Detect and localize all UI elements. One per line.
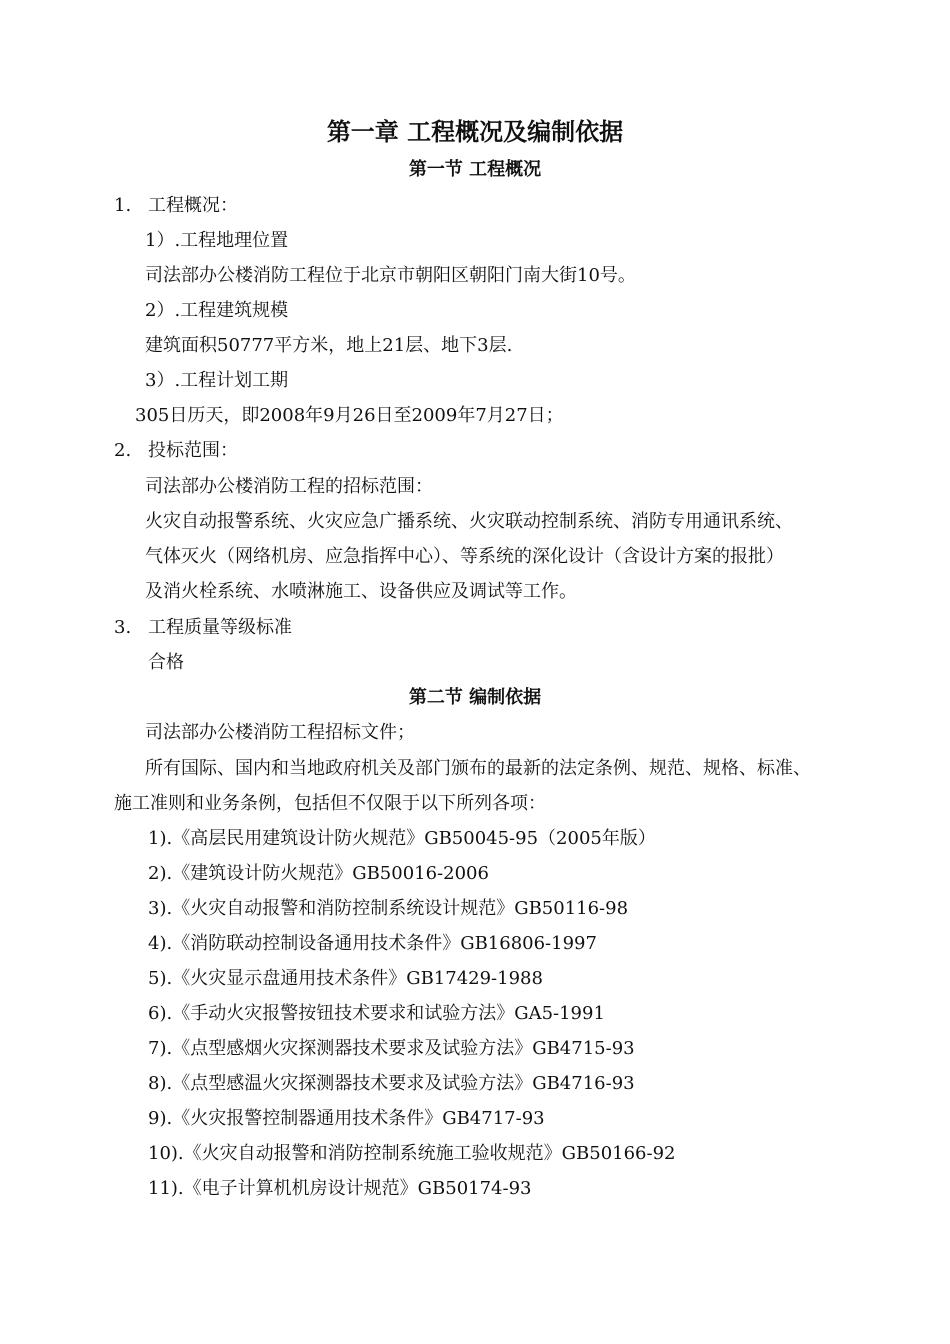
- sub-2-text: 建筑面积50777平方米，地上21层、地下3层.: [145, 335, 513, 356]
- standard-item: 11).《电子计算机机房设计规范》GB50174-93: [148, 1178, 532, 1199]
- standard-item: 8).《点型感温火灾探测器技术要求及试验方法》GB4716-93: [148, 1073, 635, 1094]
- sub-1-heading: 1）.工程地理位置: [145, 230, 289, 251]
- standard-item: 5).《火灾显示盘通用技术条件》GB17429-1988: [148, 968, 543, 989]
- basis-2-line-2: 施工准则和业务条例，包括但不仅限于以下所列各项：: [114, 793, 546, 814]
- item-1-heading: [114, 197, 238, 215]
- sub-2-heading: 2）.工程建筑规模: [145, 300, 289, 321]
- sub-3-text: 305日历天，即2008年9月26日至2009年7月27日；: [135, 405, 564, 426]
- standard-item: 9).《火灾报警控制器通用技术条件》GB4717-93: [148, 1108, 545, 1129]
- sub-1-text: 司法部办公楼消防工程位于北京市朝阳区朝阳门南大街10号。: [145, 265, 636, 286]
- item-1-number: 1.: [114, 195, 132, 216]
- standard-item: 3).《火灾自动报警和消防控制系统设计规范》GB50116-98: [148, 898, 629, 919]
- basis-2-line-1: 所有国际、国内和当地政府机关及部门颁布的最新的法定条例、规范、规格、标准、: [145, 758, 811, 779]
- standard-item: 10).《火灾自动报警和消防控制系统施工验收规范》GB50166-92: [148, 1143, 676, 1164]
- standard-item: 2).《建筑设计防火规范》GB50016-2006: [148, 863, 489, 884]
- scope-line: 气体灭火（网络机房、应急指挥中心）、等系统的深化设计（含设计方案的报批）: [145, 546, 784, 567]
- section-title-basis: 第二节 编制依据: [408, 687, 542, 708]
- item-1-label: 工程概况：: [148, 195, 238, 216]
- item-2-label: 投标范围：: [148, 440, 238, 461]
- item-3-heading: [114, 619, 292, 637]
- item-3-number: 3.: [114, 617, 132, 638]
- standard-item: 6).《手动火灾报警按钮技术要求和试验方法》GA5-1991: [148, 1003, 605, 1024]
- item-3-label: 工程质量等级标准: [148, 617, 292, 638]
- standard-item: 7).《点型感烟火灾探测器技术要求及试验方法》GB4715-93: [148, 1038, 635, 1059]
- scope-intro: 司法部办公楼消防工程的招标范围：: [145, 476, 433, 497]
- quality-value: 合格: [148, 652, 184, 673]
- chapter-title: 第一章 工程概况及编制依据: [326, 117, 624, 146]
- section-title-overview: 第一节 工程概况: [408, 159, 542, 180]
- standard-item: 1).《高层民用建筑设计防火规范》GB50045-95（2005年版）: [148, 828, 656, 849]
- basis-1: 司法部办公楼消防工程招标文件；: [145, 722, 415, 743]
- item-2-number: 2.: [114, 440, 132, 461]
- standard-item: 4).《消防联动控制设备通用技术条件》GB16806-1997: [148, 933, 597, 954]
- sub-3-heading: 3）.工程计划工期: [145, 370, 289, 391]
- item-2-heading: [114, 442, 238, 460]
- scope-line: 火灾自动报警系统、火灾应急广播系统、火灾联动控制系统、消防专用通讯系统、: [145, 511, 793, 532]
- scope-line: 及消火栓系统、水喷淋施工、设备供应及调试等工作。: [145, 581, 577, 602]
